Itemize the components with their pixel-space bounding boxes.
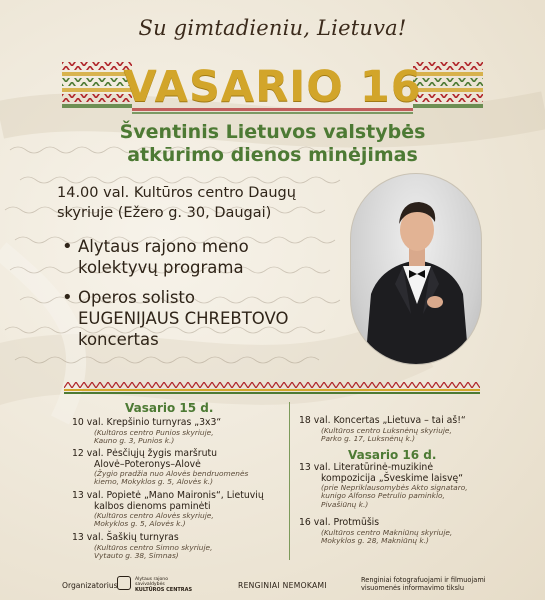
schedule-event <box>72 449 287 487</box>
bullet-line: kolektyvų programa <box>78 258 244 277</box>
event-title-continued: kompozicija „Šveskime laisvę“ <box>321 472 464 484</box>
bullet-item <box>62 287 352 350</box>
event-location: kiemo, Mokyklos g. 5, Alovės k.) <box>94 477 213 487</box>
event-place <box>57 183 357 223</box>
event-title: Protmūšis <box>333 517 380 528</box>
culture-center-logo-icon <box>117 576 131 590</box>
event-title: Pėsčiųjų žygis maršrutu <box>106 448 218 459</box>
event-location: (Žygio pradžia nuo Alovės bendruomenės <box>94 469 249 478</box>
event-location: Mokyklos g. 5, Alovės k.) <box>94 519 186 529</box>
event-time: 13 val. <box>299 462 331 473</box>
event-location: kunigo Alfonso Petrulio paminklo, <box>321 491 445 501</box>
organizer-label: Organizatorius <box>62 581 118 590</box>
schedule-event <box>72 418 287 445</box>
event-title: Literatūrinė-muzikinė <box>333 462 434 473</box>
event-time: 13 val. <box>72 490 104 501</box>
event-location: (Kultūros centro Luksnėnų skyriuje, <box>321 425 452 435</box>
schedule-event <box>299 518 509 545</box>
schedule-event <box>72 491 287 529</box>
photo-notice-line: visuomenės informavimo tikslu <box>361 584 465 592</box>
headline-line: atkūrimo dienos minėjimas <box>127 144 418 166</box>
ornament-divider <box>64 382 480 394</box>
place-line: skyriuje (Ežero g. 30, Daugai) <box>57 205 272 221</box>
performer-silhouette <box>351 174 482 365</box>
event-title: Šaškių turnyras <box>106 532 179 543</box>
free-events-label: RENGINIAI NEMOKAMI <box>238 581 327 590</box>
schedule-event <box>72 533 287 560</box>
greeting: Su gimtadieniu, Lietuva! <box>138 16 407 40</box>
bullet-line: Alytaus rajono meno <box>78 237 249 256</box>
schedule-event <box>299 416 509 443</box>
schedule-day-title: Vasario 15 d. <box>125 401 214 415</box>
performer-photo <box>350 173 482 365</box>
schedule-event <box>299 463 509 509</box>
event-location: Pivašiūnų k.) <box>321 499 369 509</box>
logo-line: KULTŪROS CENTRAS <box>135 587 193 593</box>
schedule-divider <box>289 402 290 560</box>
photo-notice <box>361 576 501 592</box>
schedule-day-title: Vasario 16 d. <box>348 448 437 462</box>
event-location: Vytauto g. 38, Simnas) <box>94 550 179 560</box>
event-time: 16 val. <box>299 517 331 528</box>
event-time: 18 val. <box>299 415 331 426</box>
event-title: Popietė „Mano Maironis“, Lietuvių <box>106 490 264 501</box>
event-location: Parko g. 17, Luksnėnų k.) <box>321 433 416 443</box>
event-title: Koncertas „Lietuva – tai aš!“ <box>333 415 466 426</box>
event-location: (Kultūros centro Makniūnų skyriuje, <box>321 527 453 537</box>
event-location: Mokyklos g. 28, Makniūnų k.) <box>321 535 429 545</box>
logo-line: Alytaus rajono savivaldybės <box>135 577 169 587</box>
headline-line: Šventinis Lietuvos valstybės <box>119 121 426 143</box>
place-line: 14.00 val. Kultūros centro Daugų <box>57 185 296 201</box>
photo-notice-line: Renginiai fotografuojami ir filmuojami <box>361 576 486 584</box>
event-time: 10 val. <box>72 417 104 428</box>
bullet-line: Operos solisto <box>78 288 195 307</box>
bullet-dot-icon: • <box>62 287 73 308</box>
event-title: Krepšinio turnyras „3x3“ <box>106 417 222 428</box>
event-location: (Kultūros centro Punios skyriuje, <box>94 427 214 437</box>
bullet-dot-icon: • <box>62 236 73 257</box>
bullet-line: EUGENIJAUS CHREBTOVO <box>78 309 289 328</box>
event-location: (prie Nepriklausomybės Akto signataro, <box>321 483 468 492</box>
event-time: 13 val. <box>72 532 104 543</box>
event-location: (Kultūros centro Alovės skyriuje, <box>94 511 214 520</box>
headline <box>0 121 545 167</box>
main-title: VASARIO 16 <box>123 62 422 112</box>
organizer-logo <box>117 575 197 595</box>
event-location: (Kultūros centro Simno skyriuje, <box>94 542 213 552</box>
event-title-continued: Alovė–Poteronys–Alovė <box>94 458 201 470</box>
event-time: 12 val. <box>72 448 104 459</box>
bullet-line: koncertas <box>78 330 159 349</box>
bullet-item <box>62 236 352 278</box>
event-location: Kauno g. 3, Punios k.) <box>94 435 175 445</box>
event-title-continued: kalbos dienoms paminėti <box>94 500 211 512</box>
footer <box>0 572 545 600</box>
program-bullets <box>62 236 352 359</box>
